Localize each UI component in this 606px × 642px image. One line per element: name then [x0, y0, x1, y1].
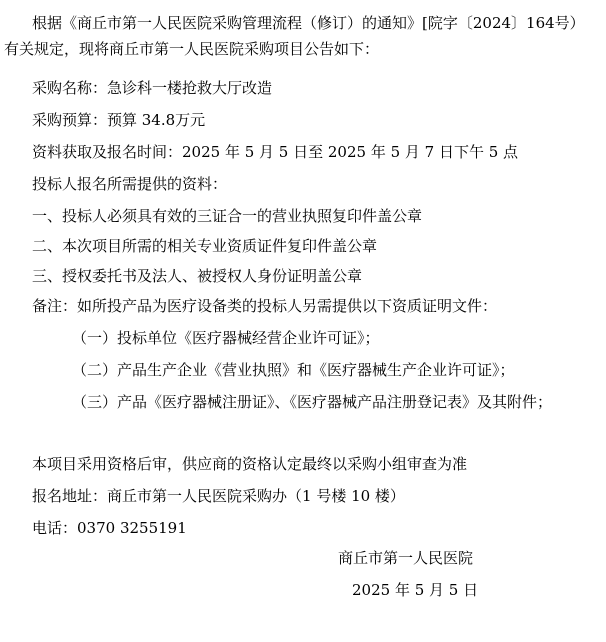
procurement-budget: 采购预算：预算 34.8万元: [32, 111, 206, 129]
signature-organization: 商丘市第一人民医院: [338, 549, 474, 567]
note-item: （一）投标单位《医疗器械经营企业许可证》；: [72, 329, 380, 347]
procurement-name: 采购名称：急诊科一楼抢救大厅改造: [32, 79, 273, 97]
registration-address: 报名地址：商丘市第一人民医院采购办（1 号楼 10 楼）: [32, 487, 405, 505]
materials-item: 三、授权委托书及法人、被授权人身份证明盖公章: [32, 267, 363, 285]
materials-item: 二、本次项目所需的相关专业资质证件复印件盖公章: [32, 237, 378, 255]
materials-heading: 投标人报名所需提供的资料：: [32, 175, 228, 193]
registration-time: 资料获取及报名时间：2025 年 5 月 5 日至 2025 年 5 月 7 日下午 5 点: [32, 143, 519, 161]
review-statement: 本项目采用资格后审，供应商的资格认定最终以采购小组审查为准: [32, 455, 468, 473]
note-heading: 备注：如所投产品为医疗设备类的投标人另需提供以下资质证明文件：: [32, 297, 498, 315]
note-item: （三）产品《医疗器械注册证》、《医疗器械产品注册登记表》及其附件；: [72, 393, 553, 411]
signature-date: 2025 年 5 月 5 日: [352, 581, 479, 599]
contact-phone: 电话：0370 3255191: [32, 519, 187, 537]
intro-paragraph: 根据《商丘市第一人民医院采购管理流程（修订）的通知》[院字〔2024〕164号）有关规定，现将商丘市第一人民医院采购项目公告如下：: [4, 14, 585, 58]
note-item: （二）产品生产企业《营业执照》和《医疗器械生产企业许可证》；: [72, 361, 515, 379]
materials-item: 一、投标人必须具有效的三证合一的营业执照复印件盖公章: [32, 207, 423, 225]
